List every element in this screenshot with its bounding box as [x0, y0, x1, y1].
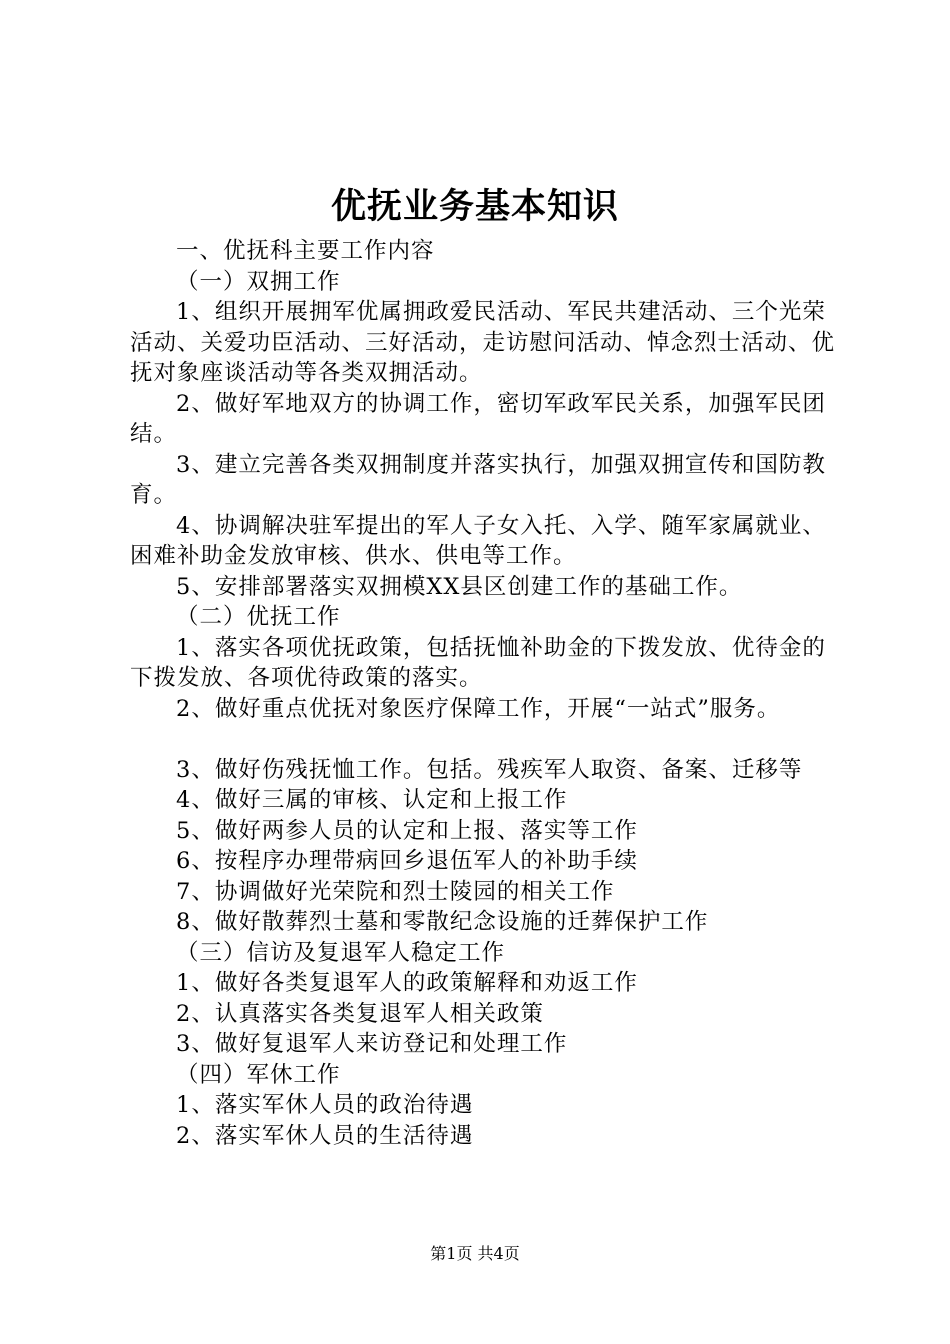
paragraph: 5、安排部署落实双拥模XX县区创建工作的基础工作。	[176, 573, 743, 600]
paragraph: 4、协调解决驻军提出的军人子女入托、入学、随军家属就业、困难补助金发放审核、供水、供电等工作。	[130, 512, 826, 569]
subsection-heading: （三）信访及复退军人稳定工作	[176, 939, 506, 966]
paragraph: 3、做好伤残抚恤工作。包括。残疾军人取资、备案、迁移等	[176, 756, 803, 783]
paragraph: 3、建立完善各类双拥制度并落实执行，加强双拥宣传和国防教育。	[130, 451, 826, 508]
paragraph: 3、做好复退军人来访登记和处理工作	[176, 1031, 568, 1057]
paragraph: 1、落实军休人员的政治待遇	[176, 1092, 474, 1118]
paragraph: 2、落实军休人员的生活待遇	[176, 1122, 474, 1149]
paragraph: 1、组织开展拥军优属拥政爱民活动、军民共建活动、三个光荣活动、关爱功臣活动、三好活动，走访慰问活动、悼念烈士活动、优抚对象座谈活动等各类双拥活动。	[130, 299, 836, 386]
document-body	[130, 236, 845, 1151]
subsection-heading: （二）优抚工作	[176, 604, 341, 630]
subsection-heading: （一）双拥工作	[176, 268, 341, 295]
paragraph: 2、做好军地双方的协调工作，密切军政军民关系，加强军民团结。	[130, 390, 826, 447]
paragraph: 1、做好各类复退军人的政策解释和劝返工作	[176, 970, 638, 996]
paragraph: 1、落实各项优抚政策，包括抚恤补助金的下拨发放、优待金的下拨发放、各项优待政策的落实。	[130, 634, 826, 691]
paragraph: 7、协调做好光荣院和烈士陵园的相关工作	[176, 878, 615, 905]
page-title: 优抚业务基本知识	[330, 186, 619, 227]
paragraph: 5、做好两参人员的认定和上报、落实等工作	[176, 817, 638, 844]
paragraph: 4、做好三属的审核、认定和上报工作	[176, 787, 568, 813]
section-heading: 一、优抚科主要工作内容	[176, 238, 435, 264]
paragraph: 8、做好散葬烈士墓和零散纪念设施的迁葬保护工作	[176, 909, 709, 935]
paragraph: 6、按程序办理带病回乡退伍军人的补助手续	[176, 848, 638, 874]
subsection-heading: （四）军休工作	[176, 1061, 341, 1088]
paragraph: 2、认真落实各类复退军人相关政策	[176, 1000, 544, 1027]
page-footer: 第1页 共4页	[430, 1244, 520, 1263]
paragraph: 2、做好重点优抚对象医疗保障工作，开展“一站式”服务。	[176, 695, 781, 722]
